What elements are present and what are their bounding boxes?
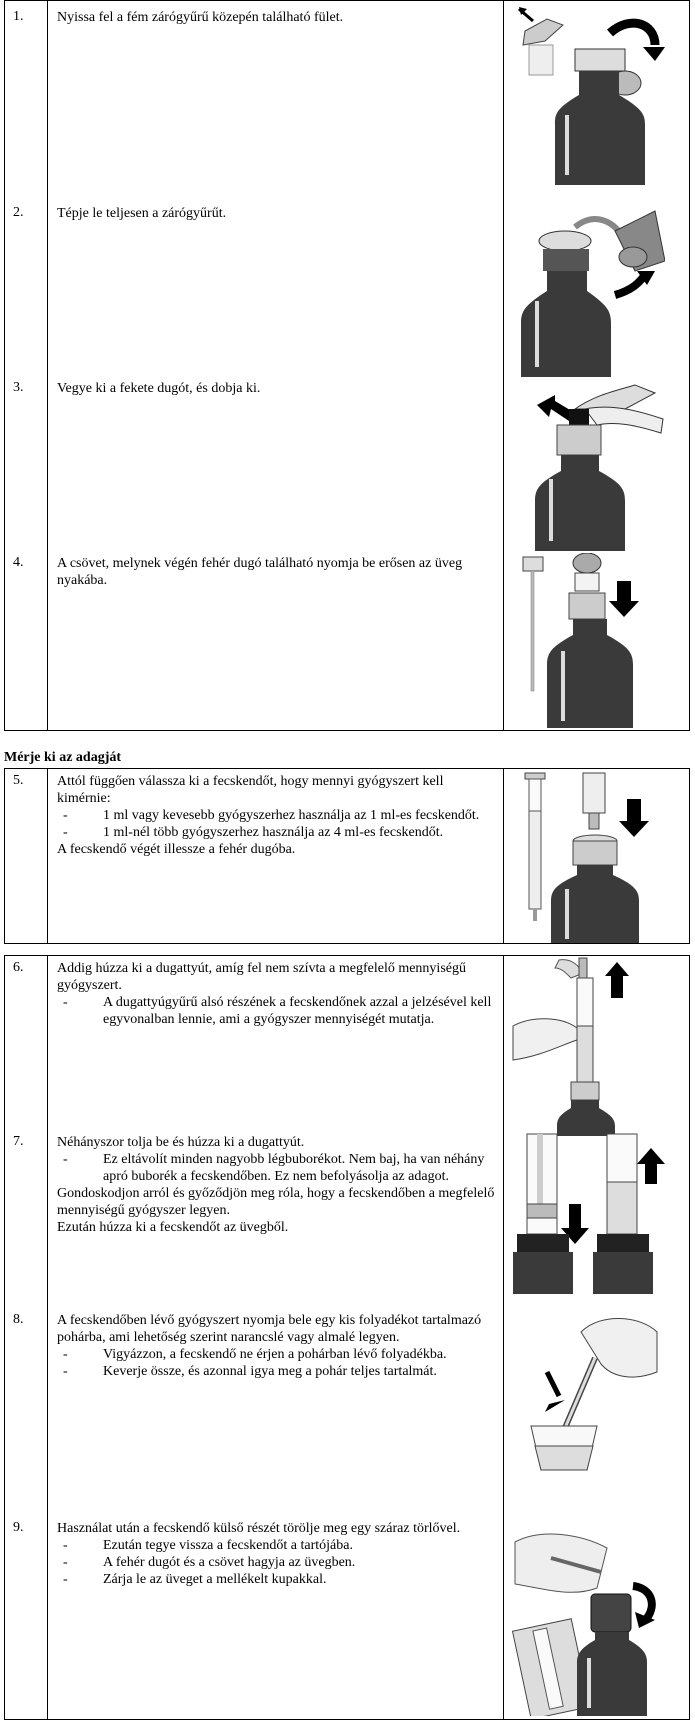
bullet-dash: - xyxy=(63,1364,68,1379)
bullet-text: Keverje össze, és azonnal igya meg a pohár teljes tartalmát. xyxy=(103,1364,437,1379)
syringe-push-pull-illustration xyxy=(511,1132,687,1294)
step-text-line: Tépje le teljesen a zárógyűrűt. xyxy=(57,206,227,221)
syringe-insert-illustration xyxy=(515,771,665,943)
step-text-line: Ezután húzza ki a fecskendőt az üvegből. xyxy=(57,1220,289,1235)
step-bullet xyxy=(57,807,497,824)
bullet-dash: - xyxy=(63,1572,68,1587)
step-bullet xyxy=(57,994,497,1028)
step-number: 9. xyxy=(13,1520,24,1535)
step-text-line: A fecskendő végét illessze a fehér dugóba. xyxy=(57,842,296,857)
bullet-text: 1 ml-nél több gyógyszerhez használja az 4 ml-es fecskendőt. xyxy=(103,825,444,840)
bullet-text: A fehér dugót és a csövet hagyja az üvegben. xyxy=(103,1555,356,1570)
step-text-line: Attól függően válassza ki a fecskendőt, hogy mennyi gyógyszert kell kimérnie: xyxy=(57,774,444,806)
step-text-line: Néhányszor tolja be és húzza ki a dugattyút. xyxy=(57,1135,305,1150)
step-number: 2. xyxy=(13,205,24,220)
step-text-line: Nyissa fel a fém zárógyűrű közepén található fület. xyxy=(57,10,344,25)
bullet-dash: - xyxy=(63,825,68,840)
step-number: 4. xyxy=(13,555,24,570)
step-number: 8. xyxy=(13,1312,24,1327)
step-number: 5. xyxy=(13,773,24,788)
bullet-dash: - xyxy=(63,808,68,823)
step-text-line: Használat után a fecskendő külső részét törölje meg egy száraz törlővel. xyxy=(57,1521,461,1536)
step-text xyxy=(57,1520,497,1588)
step-text xyxy=(57,1312,497,1380)
bullet-dash: - xyxy=(63,1555,68,1570)
bullet-text: Ez eltávolít minden nagyobb légbuborékot. Nem baj, ha van néhány apró buborék a fecskendőben. Ez nem befolyásolja az adagot. xyxy=(103,1152,485,1184)
bullet-dash: - xyxy=(63,1538,68,1553)
steps-table-1 xyxy=(4,0,690,731)
step-bullet xyxy=(57,1554,497,1571)
step-text-line: A fecskendőben lévő gyógyszert nyomja bele egy kis folyadékot tartalmazó pohárba, ami lehetőség szerint narancslé vagy almalé legyen. xyxy=(57,1313,482,1345)
bullet-text: A dugattyúgyűrű alsó részének a fecskendőnek azzal a jelzésével kell egyvonalban lennie, ami a gyógyszer mennyiségét mutatja. xyxy=(103,995,492,1027)
step-bullet xyxy=(57,824,497,841)
steps-table-3 xyxy=(4,955,690,1720)
bottle-open-ring-tab-illustration xyxy=(515,5,665,185)
step-text-line: Vegye ki a fekete dugót, és dobja ki. xyxy=(57,381,261,396)
step-text-line: Gondoskodjon arról és győződjön meg róla, hogy a fecskendőben a megfelelő mennyiségű gyógyszer legyen. xyxy=(57,1186,495,1218)
step-text xyxy=(57,1134,497,1236)
step-bullet xyxy=(57,1346,497,1363)
bullet-text: Vigyázzon, a fecskendő ne érjen a pohárban lévő folyadékba. xyxy=(103,1347,447,1362)
bullet-text: 1 ml vagy kevesebb gyógyszerhez használja az 1 ml-es fecskendőt. xyxy=(103,808,480,823)
steps-table-2 xyxy=(4,768,690,944)
syringe-clean-close-illustration xyxy=(511,1528,661,1716)
section-heading: Mérje ki az adagját xyxy=(4,750,122,765)
step-bullet xyxy=(57,1151,497,1185)
step-text xyxy=(57,380,497,397)
bullet-dash: - xyxy=(63,995,68,1010)
bottle-tear-ring-illustration xyxy=(515,201,665,377)
step-text xyxy=(57,960,497,1028)
bullet-text: Ezután tegye vissza a fecskendőt a tartójába. xyxy=(103,1538,353,1553)
step-number: 3. xyxy=(13,380,24,395)
step-text-line: A csövet, melynek végén fehér dugó található nyomja be erősen az üveg nyakába. xyxy=(57,556,463,588)
syringe-glass-illustration xyxy=(511,1312,661,1472)
step-text xyxy=(57,9,497,26)
step-number: 6. xyxy=(13,960,24,975)
step-bullet xyxy=(57,1571,497,1588)
step-text-line: Addig húzza ki a dugattyút, amíg fel nem szívta a megfelelő mennyiségű gyógyszert. xyxy=(57,961,466,993)
bullet-dash: - xyxy=(63,1347,68,1362)
step-text xyxy=(57,205,497,222)
step-bullet xyxy=(57,1363,497,1380)
step-number: 1. xyxy=(13,9,24,24)
bullet-text: Zárja le az üveget a mellékelt kupakkal. xyxy=(103,1572,327,1587)
step-text xyxy=(57,773,497,858)
bottle-insert-tube-illustration xyxy=(515,553,665,728)
step-text xyxy=(57,555,497,589)
syringe-draw-illustration xyxy=(511,956,661,1136)
step-bullet xyxy=(57,1537,497,1554)
step-number: 7. xyxy=(13,1134,24,1149)
bottle-remove-stopper-illustration xyxy=(515,379,665,551)
bullet-dash: - xyxy=(63,1152,68,1167)
